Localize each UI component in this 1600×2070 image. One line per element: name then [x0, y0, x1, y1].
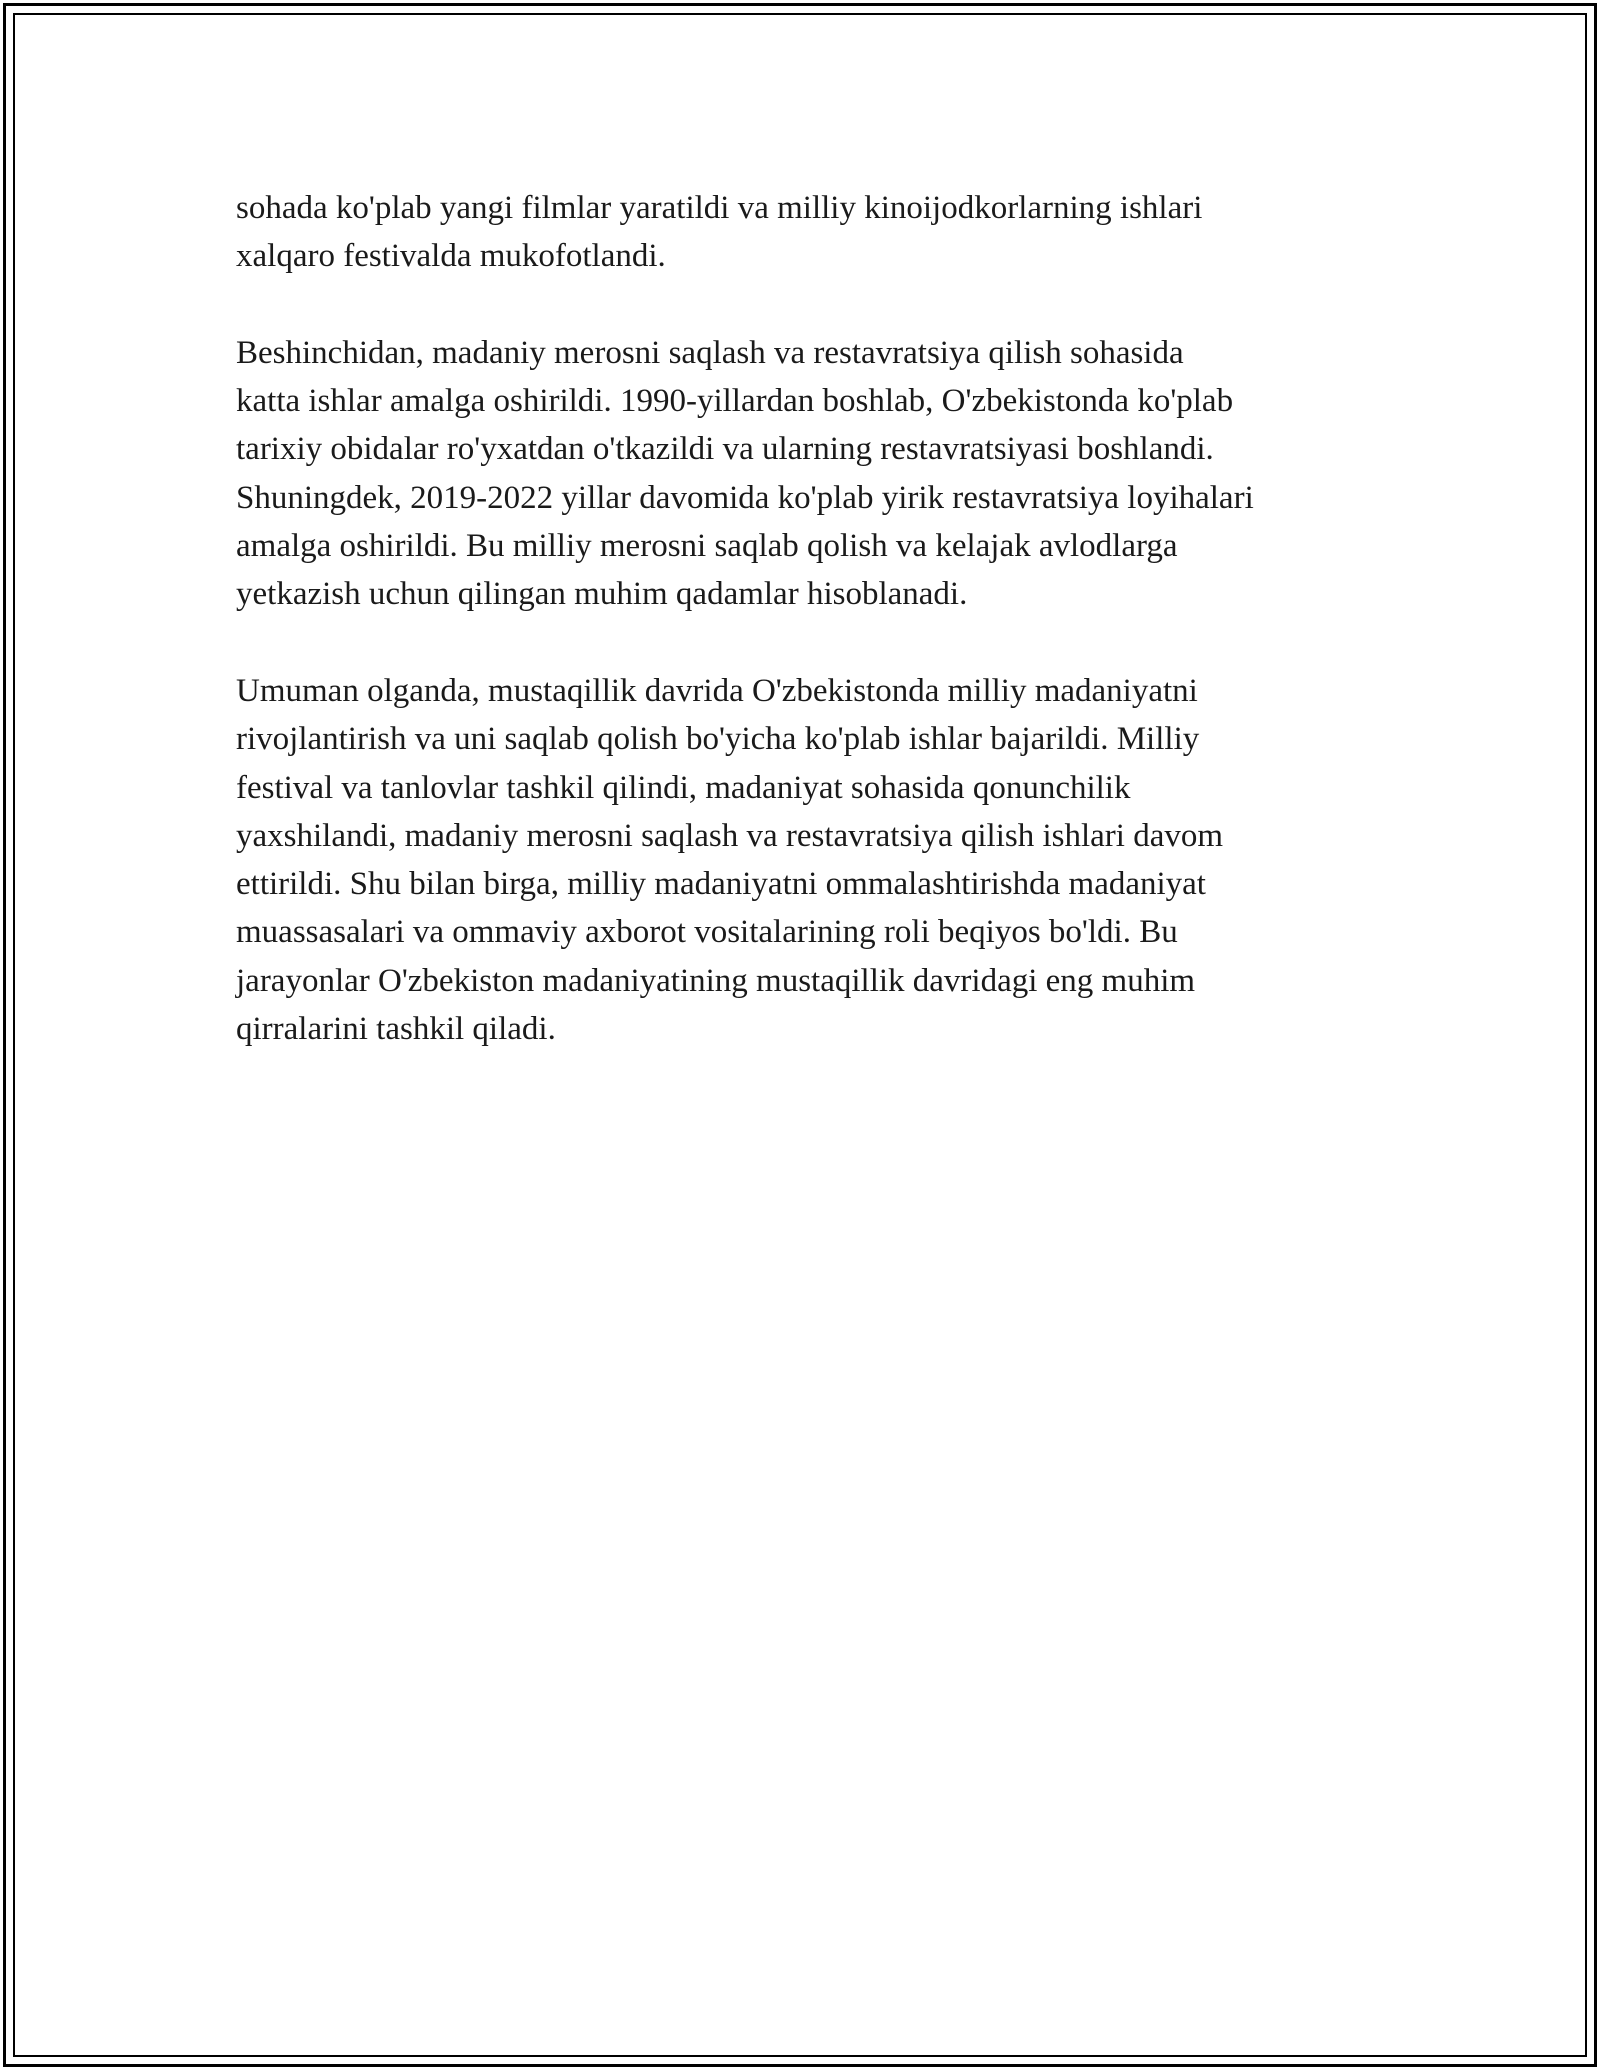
text-line: festival va tanlovlar tashkil qilindi, madaniyat sohasida qonunchilik: [236, 769, 1131, 806]
text-line: sohada ko'plab yangi filmlar yaratildi va milliy kinoijodkorlarning ishlari: [236, 190, 1203, 226]
text-line: rivojlantirish va uni saqlab qolish bo'yicha ko'plab ishlar bajarildi. Milliy: [236, 721, 1200, 758]
document-body: [236, 184, 1386, 1102]
paragraph-3: [236, 667, 1386, 1053]
text-line: jarayonlar O'zbekiston madaniyatining mustaqillik davridagi eng muhim: [236, 962, 1196, 999]
text-line: yaxshilandi, madaniy merosni saqlash va restavratsiya qilish ishlari davom: [236, 817, 1224, 854]
text-line: Beshinchidan, madaniy merosni saqlash va restavratsiya qilish sohasida: [236, 334, 1184, 371]
text-line: Shuningdek, 2019-2022 yillar davomida ko'plab yirik restavratsiya loyihalari: [236, 479, 1254, 516]
text-line: tarixiy obidalar ro'yxatdan o'tkazildi va ularning restavratsiyasi boshlandi.: [236, 431, 1214, 468]
text-line: katta ishlar amalga oshirildi. 1990-yillardan boshlab, O'zbekistonda ko'plab: [236, 383, 1234, 420]
text-line: yetkazish uchun qilingan muhim qadamlar hisoblanadi.: [236, 576, 968, 613]
text-line: qirralarini tashkil qiladi.: [236, 1011, 556, 1048]
paragraph-2: [236, 329, 1386, 619]
text-line: amalga oshirildi. Bu milliy merosni saqlab qolish va kelajak avlodlarga: [236, 528, 1178, 565]
text-line: ettirildi. Shu bilan birga, milliy madaniyatni ommalashtirishda madaniyat: [236, 866, 1206, 903]
text-line: xalqaro festivalda mukofotlandi.: [236, 238, 666, 275]
paragraph-1: [236, 184, 1386, 281]
text-line: Umuman olganda, mustaqillik davrida O'zbekistonda milliy madaniyatni: [236, 672, 1198, 709]
text-line: muassasalari va ommaviy axborot vositalarining roli beqiyos bo'ldi. Bu: [236, 914, 1178, 951]
